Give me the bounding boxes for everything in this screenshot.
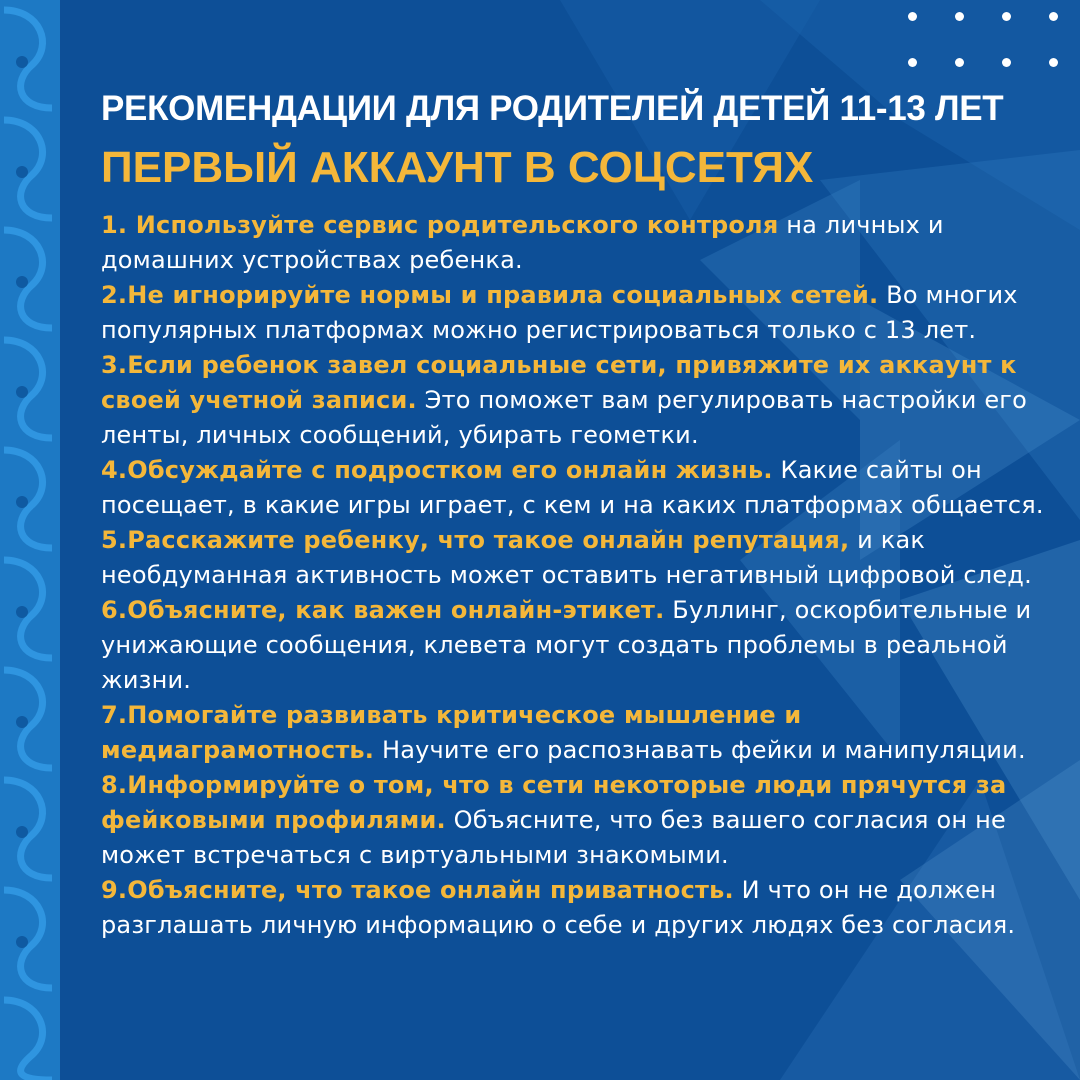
ornament-border — [0, 0, 64, 1080]
tip-item — [101, 593, 1051, 698]
dot — [1049, 12, 1058, 21]
page-title: ПЕРВЫЙ АККАУНТ В СОЦСЕТЯХ — [101, 143, 814, 192]
tip-item — [101, 348, 1051, 453]
tip-item — [101, 278, 1051, 348]
tip-text: Это поможет вам регулировать настройки его ленты, личных сообщений, убирать геометки. — [101, 386, 1027, 449]
tip-item — [101, 768, 1051, 873]
tip-highlight: 4.Обсуждайте с подростком его онлайн жизнь. — [101, 456, 773, 484]
tip-highlight: 9.Объясните, что такое онлайн приватность. — [101, 876, 734, 904]
tip-text: Объясните, что без вашего согласия он не может встречаться с виртуальными знакомыми. — [101, 806, 1006, 869]
tip-item — [101, 523, 1051, 593]
tip-highlight: 1. Используйте сервис родительского контроля — [101, 211, 779, 239]
tip-item — [101, 453, 1051, 523]
dot — [1002, 58, 1011, 67]
tip-text: и как необдуманная активность может оставить негативный цифровой след. — [101, 526, 1032, 589]
dot — [1049, 58, 1058, 67]
page-subtitle: РЕКОМЕНДАЦИИ ДЛЯ РОДИТЕЛЕЙ ДЕТЕЙ 11-13 ЛЕТ — [101, 89, 1004, 128]
tip-highlight: 3.Если ребенок завел социальные сети, привяжите их аккаунт к своей учетной записи. — [101, 351, 1017, 414]
tip-text: И что он не должен разглашать личную информацию о себе и других людях без согласия. — [101, 876, 1016, 939]
content — [101, 88, 1051, 943]
tips-list — [101, 208, 1051, 943]
tip-highlight: 6.Объясните, как важен онлайн-этикет. — [101, 596, 665, 624]
dot — [908, 12, 917, 21]
tip-text: Во многих популярных платформах можно регистрироваться только с 13 лет. — [101, 281, 1018, 344]
tip-text: Какие сайты он посещает, в какие игры играет, с кем и на каких платформах общается. — [101, 456, 1044, 519]
dot — [1002, 12, 1011, 21]
tip-text: Научите его распознавать фейки и манипуляции. — [374, 736, 1026, 764]
dot — [908, 58, 917, 67]
tip-text: на личных и домашних устройствах ребенка. — [101, 211, 944, 274]
tip-highlight: 5.Расскажите ребенку, что такое онлайн репутация, — [101, 526, 850, 554]
tip-text: Буллинг, оскорбительные и унижающие сообщения, клевета могут создать проблемы в реальной жизни. — [101, 596, 1032, 694]
tip-item — [101, 873, 1051, 943]
dot — [955, 58, 964, 67]
dot — [955, 12, 964, 21]
tip-item — [101, 208, 1051, 278]
tip-highlight: 8.Информируйте о том, что в сети некоторые люди прячутся за фейковыми профилями. — [101, 771, 1007, 834]
tip-item — [101, 698, 1051, 768]
tip-highlight: 7.Помогайте развивать критическое мышление и медиаграмотность. — [101, 701, 802, 764]
dots-decoration — [908, 12, 1058, 72]
tip-highlight: 2.Не игнорируйте нормы и правила социальных сетей. — [101, 281, 879, 309]
